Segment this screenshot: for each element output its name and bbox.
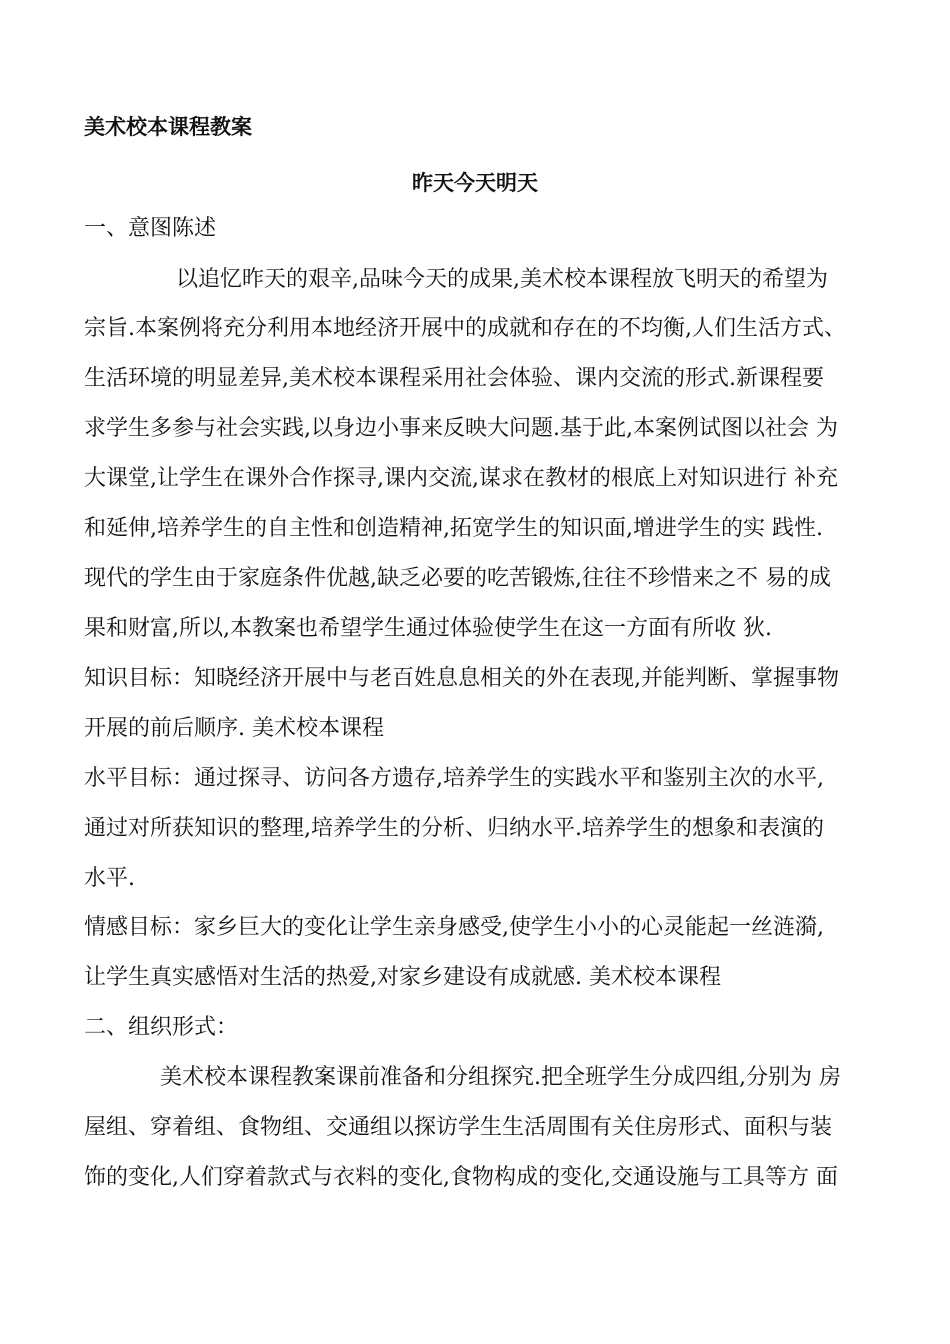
paragraph-line: 以追忆昨天的艰辛,品味今天的成果,美术校本课程放飞明天的希望为	[176, 267, 828, 292]
ability-goal-line: 水平目标：通过探寻、访问各方遗存,培养学生的实践水平和鉴别主次的水平,	[84, 766, 824, 791]
paragraph-line: 生活环境的明显差异,美术校本课程采用社会体验、课内交流的形式.新课程要	[84, 366, 824, 391]
emotion-goal-line: 让学生真实感悟对生活的热爱,对家乡建设有成就感. 美术校本课程	[84, 965, 721, 990]
document-header-title: 美术校本课程教案	[84, 115, 252, 139]
paragraph-line: 求学生多参与社会实践,以身边小事来反映大问题.基于此,本案例试图以社会 为	[84, 416, 838, 441]
ability-goal-line: 通过对所获知识的整理,培养学生的分析、归纳水平.培养学生的想象和表演的	[84, 816, 824, 841]
section-heading-organization: 二、组织形式：	[84, 1015, 239, 1040]
paragraph-line: 饰的变化,人们穿着款式与衣料的变化,食物构成的变化,交通设施与工具等方 面	[84, 1165, 838, 1190]
paragraph-line: 和延伸,培养学生的自主性和创造精神,拓宽学生的知识面,增进学生的实 践性.	[84, 516, 823, 541]
paragraph-line: 美术校本课程教案课前准备和分组探究.把全班学生分成四组,分别为 房	[160, 1065, 841, 1090]
paragraph-line: 果和财富,所以,本教案也希望学生通过体验使学生在这一方面有所收 狄.	[84, 616, 772, 641]
paragraph-line: 屋组、穿着组、食物组、交通组以探访学生生活周围有关住房形式、面积与装	[84, 1115, 833, 1140]
paragraph-line: 现代的学生由于家庭条件优越,缺乏必要的吃苦锻炼,往往不珍惜来之不 易的成	[84, 566, 831, 591]
knowledge-goal-line: 开展的前后顺序. 美术校本课程	[84, 716, 384, 741]
section-heading-intent: 一、意图陈述	[84, 216, 217, 241]
paragraph-line: 大课堂,让学生在课外合作探寻,课内交流,谋求在教材的根底上对知识进行 补充	[84, 466, 838, 491]
emotion-goal-line: 情感目标：家乡巨大的变化让学生亲身感受,使学生小小的心灵能起一丝涟漪,	[84, 915, 824, 940]
paragraph-line: 宗旨.本案例将充分利用本地经济开展中的成就和存在的不均衡,人们生活方式、	[84, 316, 846, 341]
knowledge-goal-line: 知识目标：知晓经济开展中与老百姓息息相关的外在表现,并能判断、掌握事物	[84, 666, 839, 691]
ability-goal-line: 水平.	[84, 866, 135, 891]
lesson-title: 昨天今天明天	[412, 171, 538, 195]
